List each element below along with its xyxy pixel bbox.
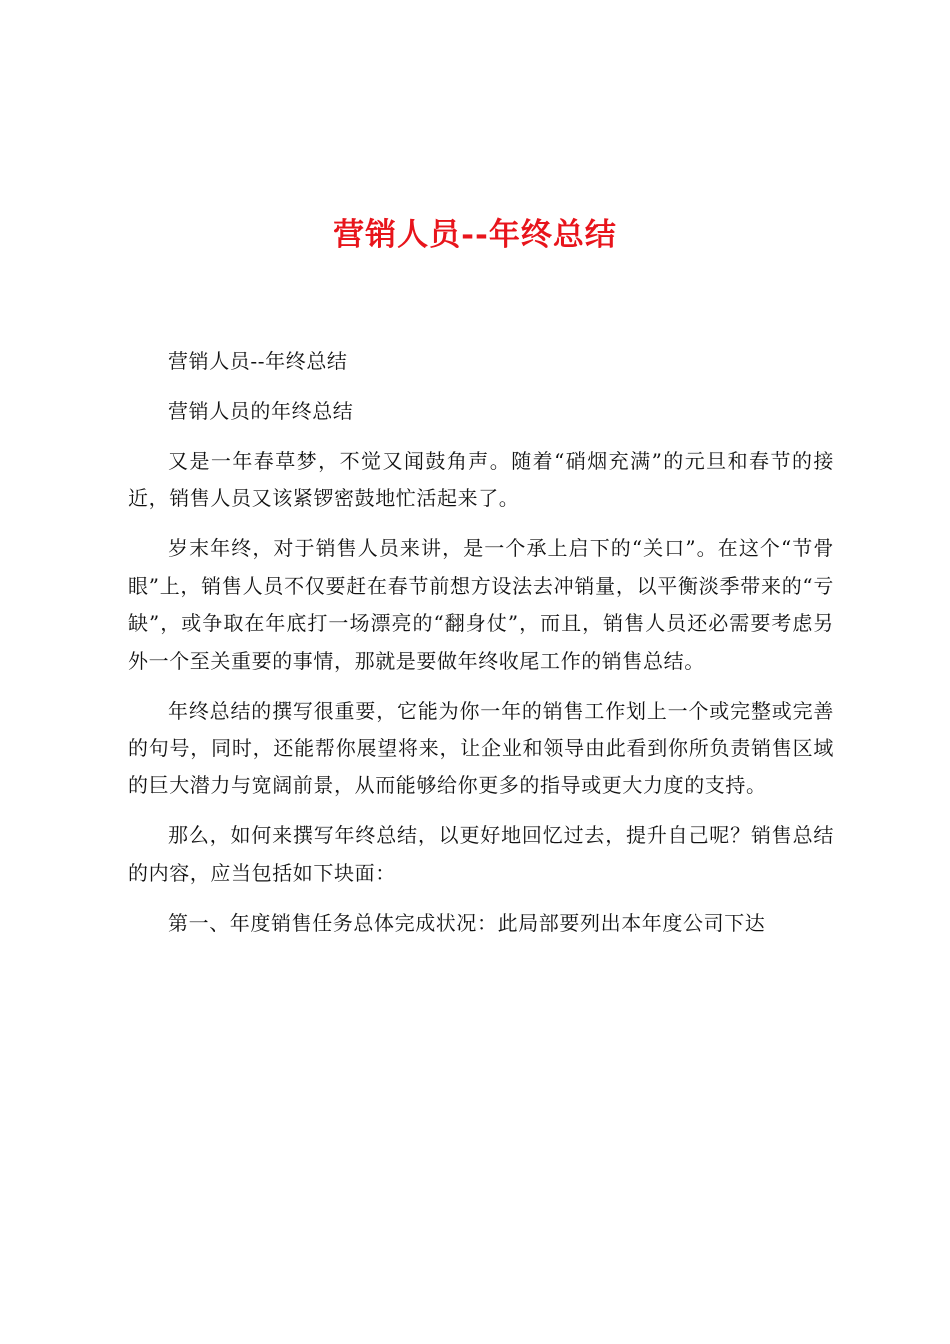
document-title: 营销人员--年终总结 [333,217,617,253]
paragraph-intro: 又是一年春草梦，不觉又闻鼓角声。随着“硝烟充满”的元旦和春节的接近，销售人员又该紧锣密鼓地忙活起来了。 [128,449,834,511]
document-body [128,343,834,955]
paragraph-heading-2: 营销人员的年终总结 [168,399,354,423]
paragraph-how-to: 那么，如何来撰写年终总结，以更好地回忆过去，提升自己呢？销售总结的内容，应当包括如下块面： [128,823,834,885]
paragraph-year-end: 岁末年终，对于销售人员来讲，是一个承上启下的“关口”。在这个“节骨眼”上，销售人员不仅要赶在春节前想方设法去冲销量，以平衡淡季带来的“亏缺”，或争取在年底打一场漂亮的“翻身仗”，而且，销售人员还必需要考虑另外一个至关重要的事情，那就是要做年终收尾工作的销售总结。 [128,536,834,673]
paragraph-importance: 年终总结的撰写很重要，它能为你一年的销售工作划上一个或完整或完善的句号，同时，还能帮你展望将来，让企业和领导由此看到你所负责销售区域的巨大潜力与宽阔前景，从而能够给你更多的指导或更大力度的支持。 [128,698,834,798]
paragraph-heading-1: 营销人员--年终总结 [168,349,348,373]
paragraph-section-one: 第一、年度销售任务总体完成状况：此局部要列出本年度公司下达 [168,910,766,935]
